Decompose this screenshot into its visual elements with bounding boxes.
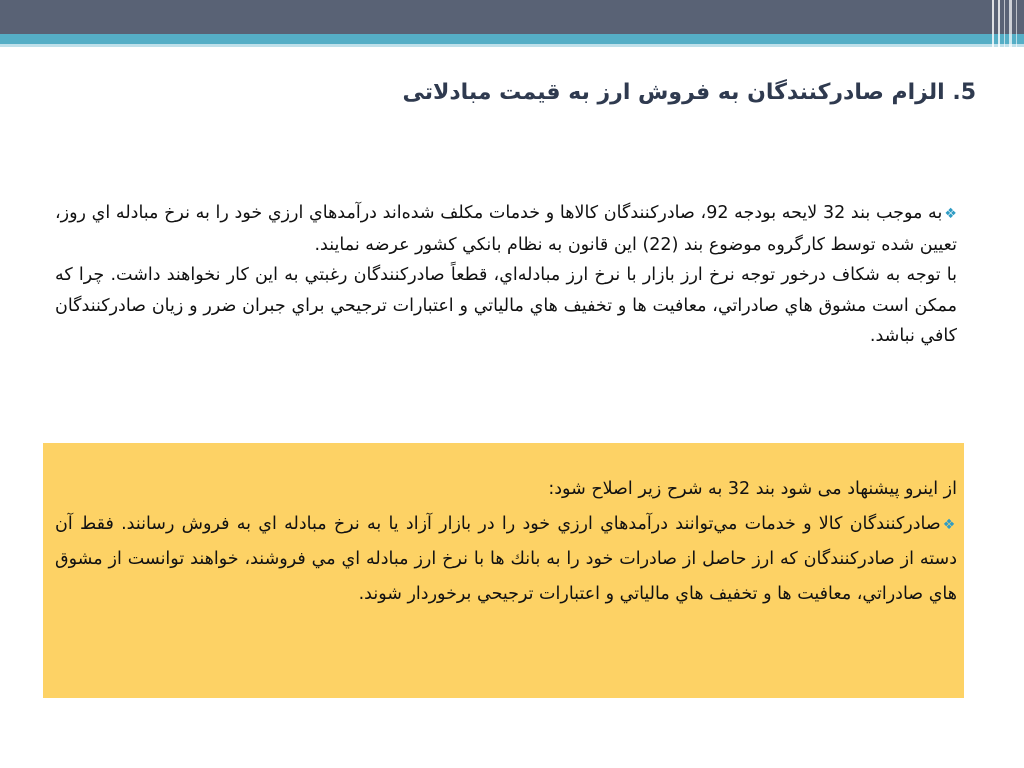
header-band <box>0 0 1024 34</box>
highlight-proposal-text: صادرکنندگان کالا و خدمات مي‌توانند درآمدهاي ارزي خود را در بازار آزاد يا به نرخ مبادله اي به فروش رسانند. فقط آن دسته از صادرکنندگان که ارز حاصل از صادرات خود را به بانك ها با نرخ ارز مبادله اي مي فروشند، خواهند توانست از مشوق هاي صادراتي، معافيت ها و تخفيف هاي مالياتي و اعتبارات ترجيحي برخوردار شوند. <box>55 513 957 604</box>
highlight-text <box>55 472 957 611</box>
paragraph-2: با توجه به شکاف درخور توجه نرخ ارز بازار با نرخ ارز مبادله‌اي، قطعاً صادرکنندگان رغبتي به اين کار نخواهند داشت. چرا که ممکن است مشوق هاي صادراتي، معافيت ها و تخفيف هاي مالياتي و اعتبارات ترجيحي براي جبران ضرر و زيان صادرکنندگان کافي نباشد. <box>55 265 957 346</box>
accent-stripe <box>0 34 1024 44</box>
accent-stripe-light <box>0 44 1024 47</box>
highlight-intro: از اینرو پیشنهاد می شود بند 32 به شرح زیر اصلاح شود: <box>548 479 957 499</box>
highlight-proposal <box>55 507 957 612</box>
corner-lines-decoration <box>984 0 1024 70</box>
paragraph-1 <box>55 198 957 260</box>
body-text <box>55 198 957 352</box>
diamond-bullet-icon: ❖ <box>944 206 958 222</box>
slide-title: 5. الزام صادرکنندگان به فروش ارز به قیمت مبادلاتی <box>402 80 976 105</box>
paragraph-1-text: به موجب بند 32 لايحه بودجه 92، صادرکنندگان کالاها و خدمات مکلف شده‌اند درآمدهاي ارزي خود را به نرخ مبادله اي روز، تعيين شده توسط کارگروه موضوع بند (22) اين قانون به نظام بانکي کشور عرضه نمايند. <box>55 203 957 255</box>
diamond-bullet-icon: ❖ <box>942 516 957 533</box>
